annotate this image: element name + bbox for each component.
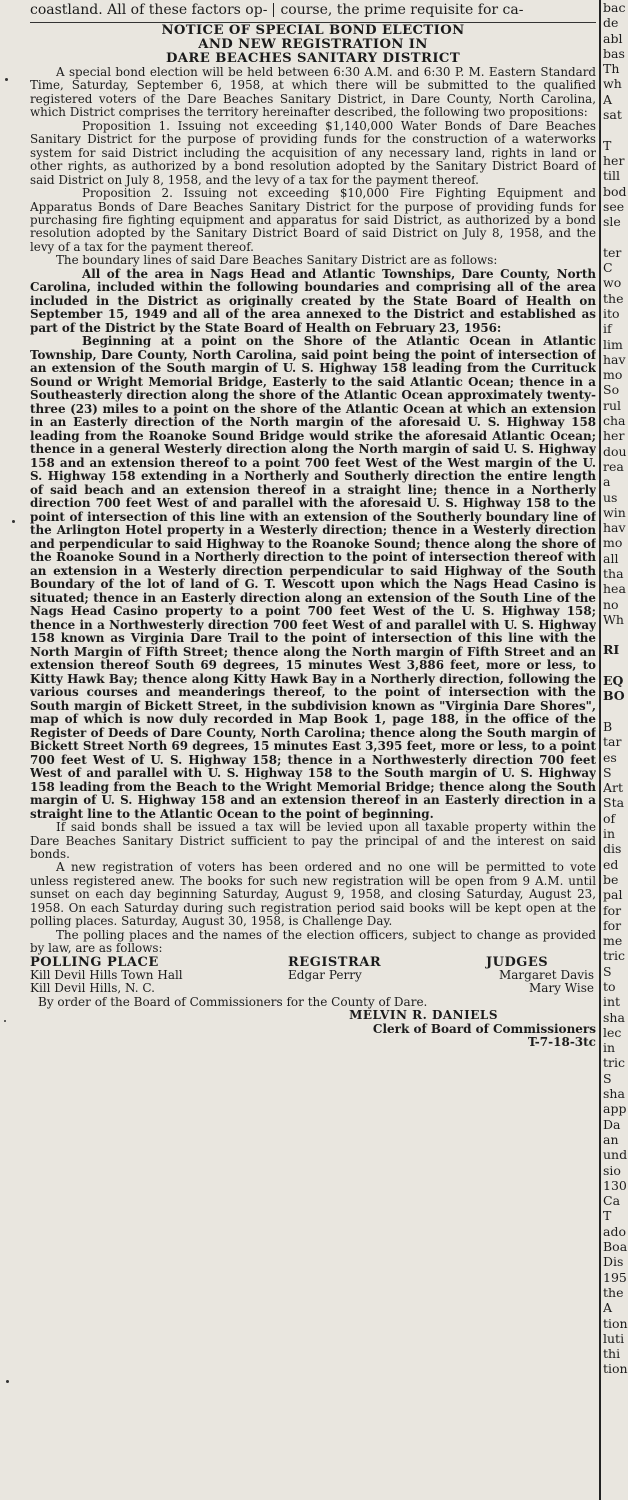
intro-paragraph: A special bond election will be held between 6:30 A.M. and 6:30 P. M. Eastern Standard Time, Saturday, September 6, 1958, at which there will be submitted to the qualified registered voters of the Dare Beaches Sanitary District, in Dare County, North Carolina, which District comprises the territory hereinafter described, the following two propositions:: [30, 65, 596, 120]
ink-speck: [4, 1020, 6, 1022]
adjacent-column-line: So: [603, 382, 620, 398]
adjacent-column-line: Th: [603, 61, 620, 77]
adjacent-column-line: A: [603, 91, 613, 107]
adjacent-column-line: luti: [603, 1330, 625, 1346]
column-separator: [273, 3, 274, 17]
adjacent-column-line: de: [603, 15, 619, 31]
top-strip-left: coastland. All of these factors op-: [30, 2, 268, 18]
adjacent-column-line: abl: [603, 30, 623, 46]
polling-place-line1: Kill Devil Hills Town Hall: [30, 968, 183, 982]
adjacent-column-line: bac: [603, 0, 626, 15]
adjacent-column-line: T: [603, 1208, 612, 1224]
adjacent-column-line: hea: [603, 581, 626, 597]
ink-speck: [12, 520, 15, 523]
adjacent-column-line: bod: [603, 183, 627, 199]
adjacent-column-line: for: [603, 917, 622, 933]
top-strip: [30, 0, 596, 23]
adjacent-column-line: ado: [603, 1223, 626, 1239]
adjacent-column-line: und: [603, 1147, 628, 1163]
registrar-header: REGISTRAR: [288, 954, 382, 970]
adjacent-column-line: [603, 658, 628, 673]
adjacent-column-line: S: [603, 764, 612, 780]
adjacent-column-line: sat: [603, 107, 622, 123]
adjacent-column-line: us: [603, 489, 618, 505]
adjacent-column-line: 130: [603, 1177, 627, 1193]
adjacent-column-line: pal: [603, 887, 623, 903]
ink-speck: [6, 1380, 9, 1383]
adjacent-column-line: no: [603, 596, 619, 612]
adjacent-column-line: see: [603, 198, 625, 214]
top-strip-right: course, the prime requisite for ca-: [280, 2, 524, 18]
adjacent-column-line: for: [603, 902, 622, 918]
adjacent-column-line: ter: [603, 244, 622, 260]
adjacent-column-line: till: [603, 168, 621, 184]
ink-speck: [5, 78, 8, 81]
adjacent-column-line: app: [603, 1101, 627, 1117]
proposition-2: Proposition 2. Issuing not exceeding $10,000 Fire Fighting Equipment and Apparatus Bonds of Dare Beaches Sanitary District for the purpose of providing funds for purchasing fire fighting equipment and apparatus for said District, as authorized by a bond resolution adopted by the Sanitary District Board of said District on July 8, 1958, and the levy of a tax for the payment thereof.: [30, 186, 596, 254]
adjacent-column-line: if: [603, 321, 612, 337]
registration-paragraph: A new registration of voters has been ordered and no one will be permitted to vote unless registered anew. The books for such new registration will be open from 9 A.M. until sunset on each day beginning Saturday, August 9, 1958, and closing Saturday, August 23, 1958. On each Saturday during such registration period said books will be kept open at the polling places. Saturday, August 30, 1958, is Challenge Day.: [30, 860, 596, 929]
adjacent-column-line: [603, 627, 628, 642]
adjacent-column-line: bas: [603, 45, 625, 61]
adjacent-column-line: Art: [603, 780, 624, 796]
adjacent-column-line: tha: [603, 565, 624, 581]
adjacent-column-line: tar: [603, 734, 622, 750]
proposition-1: Proposition 1. Issuing not exceeding $1,140,000 Water Bonds of Dare Beaches Sanitary District for the purpose of providing funds for the construction of a waterworks system for said District including the acquisition of any necessary land, rights in land or other rights, as authorized by a bond resolution adopted by the Sanitary District Board of said District on July 8, 1958, and the levy of a tax for the payment thereof.: [30, 118, 596, 187]
adjacent-column-line: BO: [603, 688, 625, 704]
adjacent-column-line: rul: [603, 397, 622, 413]
notice-title-line1: NOTICE OF SPECIAL BOND ELECTION: [161, 24, 465, 38]
adjacent-column-line: sio: [603, 1162, 621, 1178]
adjacent-column-line: be: [603, 871, 619, 887]
polling-place-header: POLLING PLACE: [30, 954, 159, 970]
adjacent-column-line: wh: [603, 76, 622, 92]
boundary-description: Beginning at a point on the Shore of the Atlantic Ocean in Atlantic Township, Dare County, North Carolina, said point being the point of intersection of an extension of the South margin of U. S. Highway 158 leading from the Currituck Sound or Wright Memorial Bridge, Easterly to the said Atlantic Ocean; thence in a Southeasterly direction along the shore of the Atlantic Ocean approximately twenty-three (23) miles to a point on the shore of the Atlantic Ocean at which an extension in an Easterly direction of the North margin of the aforesaid U. S. Highway 158 leading from the Roanoke Sound Bridge would strike the aforesaid Atlantic Ocean; thence in a general Westerly direction along the North margin of said U. S. Highway 158 and an extension thereof to a point 700 feet West of the West margin of the U. S. Highway 158 extending in a Northerly and Southerly direction the entire length of said beach and an extension thereof in a straight line; thence in a Northerly direction 700 feet West of and parallel with the aforesaid U. S. Highway 158 to the point of intersection of this line with an extension of the Southerly boundary line of the Arlington Hotel property in a Westerly direction; thence in a Westerly direction and perpendicular to said Highway to the Roanoke Sound; thence along the shore of the Roanoke Sound in a Northerly direction to the point of intersection thereof with an extension in a Westerly direction perpendicular to said Highway of the South Boundary of the lot of land of G. T. Wescott upon which the Nags Head Casino is situated; thence in an Easterly direction along an extension of the South Line of the Nags Head Casino property to a point 700 feet West of the U. S. Highway 158; thence in a Northwesterly direction 700 feet West of and parallel with U. S. Highway 158 known as Virginia Dare Trail to the point of intersection of this line with the North Margin of Fifth Street; thence along the North margin of Fifth Street and an extension thereof South 69 degrees, 15 minutes West 3,886 feet, more or less, to Kitty Hawk Bay; thence along Kitty Hawk Bay in a Northerly direction, following the various courses and meanderings thereof, to the point of intersection with the South margin of Bickett Street, in the subdivision known as "Virginia Dare Shores", map of which is now duly recorded in Map Book 1, page 188, in the office of the Register of Deeds of Dare County, North Carolina; thence along the South margin of Bickett Street North 69 degrees, 15 minutes East 3,395 feet, more or less, to a point 700 feet West of U. S. Highway 158; thence in a Northwesterly direction 700 feet West of and parallel with U. S. Highway 158 to the South margin of U. S. Highway 158 leading from the Beach to the Wright Memorial Bridge; thence along the South margin of U. S. Highway 158 and an extension thereof in an Easterly direction in a straight line to the Atlantic Ocean to the point of beginning.: [30, 334, 596, 821]
adjacent-column-line: all: [603, 550, 619, 566]
adjacent-column-line: RI: [603, 642, 620, 658]
adjacent-column-line: [603, 122, 628, 137]
boundary-intro: The boundary lines of said Dare Beaches Sanitary District are as follows:: [56, 253, 498, 268]
adjacent-column-line: an: [603, 1131, 619, 1147]
adjacent-column-line: [603, 704, 628, 719]
adjacent-column-line: EQ: [603, 673, 624, 689]
polling-intro: The polling places and the names of the election officers, subject to change as provided by law, are as follows:: [30, 927, 596, 956]
adjacent-column-line: me: [603, 933, 623, 949]
adjacent-column-line: sha: [603, 1009, 625, 1025]
notice-title-line3: DARE BEACHES SANITARY DISTRICT: [165, 51, 461, 66]
adjacent-column-line: hav: [603, 520, 626, 536]
adjacent-column-line: in: [603, 826, 616, 842]
adjacent-column-line: thi: [603, 1346, 621, 1362]
judge-1: Margaret Davis: [498, 968, 594, 982]
signature-title: Clerk of Board of Commissioners: [372, 1021, 596, 1036]
adjacent-column-line: tric: [603, 948, 625, 964]
adjacent-column-line: cha: [603, 413, 626, 429]
adjacent-column-line: B: [603, 718, 613, 734]
adjacent-column-line: S: [603, 1070, 612, 1086]
adjacent-column-line: Wh: [603, 611, 624, 627]
adjacent-column-line: tric: [603, 1055, 625, 1071]
tax-paragraph: If said bonds shall be issued a tax will be levied upon all taxable property within the Dare Beaches Sanitary District sufficient to pay the principal of and the interest on said bonds.: [30, 820, 596, 861]
adjacent-column-line: wo: [603, 275, 622, 291]
adjacent-column-line: C: [603, 260, 613, 276]
adjacent-column-line: lim: [603, 336, 623, 352]
adjacent-column-line: int: [603, 994, 621, 1010]
adjacent-column-line: rea: [603, 458, 624, 474]
column-rule: [599, 0, 601, 1500]
polling-place-line2: Kill Devil Hills, N. C.: [30, 981, 155, 996]
adjacent-column-line: a: [603, 474, 611, 490]
adjacent-column-line: S: [603, 963, 612, 979]
area-paragraph: All of the area in Nags Head and Atlantic Townships, Dare County, North Carolina, included within the following boundaries and comprising all of the area included in the District as originally created by the State Board of Health on September 15, 1949 and all of the area annexed to the District and established as part of the District by the State Board of Health on February 23, 1956:: [30, 266, 596, 335]
adjacent-column-line: es: [603, 749, 617, 765]
signature-name: MELVIN R. DANIELS: [349, 1008, 498, 1023]
adjacent-column-line: sha: [603, 1086, 625, 1102]
adjacent-column-line: tion: [603, 1315, 628, 1331]
adjacent-column-line: dis: [603, 841, 622, 857]
registrar-empty: [288, 982, 456, 995]
adjacent-column-line: Sta: [603, 795, 625, 811]
adjacent-column-line: her: [603, 152, 625, 168]
adjacent-column-line: Boa: [603, 1239, 628, 1255]
adjacent-column-line: tion: [603, 1361, 628, 1377]
adjacent-column-line: the: [603, 1284, 624, 1300]
adjacent-column-line: lec: [603, 1024, 622, 1040]
adjacent-column-line: ito: [603, 305, 620, 321]
adjacent-column-line: of: [603, 810, 616, 826]
adjacent-column-line: 195: [603, 1269, 627, 1285]
adjacent-column-line: [603, 229, 628, 244]
adjacent-column-line: Da: [603, 1116, 621, 1132]
signature-block: [30, 1009, 596, 1049]
adjacent-column-line: her: [603, 428, 625, 444]
judges-header: JUDGES: [486, 954, 549, 970]
adjacent-column-line: hav: [603, 351, 626, 367]
adjacent-column-fragment: [603, 0, 628, 1500]
adjacent-column-line: A: [603, 1300, 613, 1316]
notice-code: T-7-18-3tc: [527, 1035, 596, 1050]
order-line: By order of the Board of Commissioners for the County of Dare.: [38, 994, 428, 1009]
polling-table: [30, 956, 596, 996]
adjacent-column-line: mo: [603, 367, 623, 383]
adjacent-column-line: T: [603, 137, 612, 153]
adjacent-column-line: ed: [603, 856, 619, 872]
adjacent-column-line: to: [603, 979, 616, 994]
legal-notice: [30, 24, 596, 1494]
adjacent-column-line: mo: [603, 535, 623, 551]
adjacent-column-line: in: [603, 1040, 616, 1056]
adjacent-column-line: sle: [603, 214, 621, 230]
adjacent-column-line: Dis: [603, 1254, 624, 1270]
registrar-name: Edgar Perry: [288, 968, 362, 982]
adjacent-column-line: Ca: [603, 1193, 621, 1209]
adjacent-column-line: win: [603, 504, 626, 520]
notice-title-line2: AND NEW REGISTRATION IN: [198, 37, 428, 52]
adjacent-column-line: the: [603, 290, 624, 306]
judge-2: Mary Wise: [529, 981, 594, 996]
adjacent-column-line: dou: [603, 443, 627, 459]
